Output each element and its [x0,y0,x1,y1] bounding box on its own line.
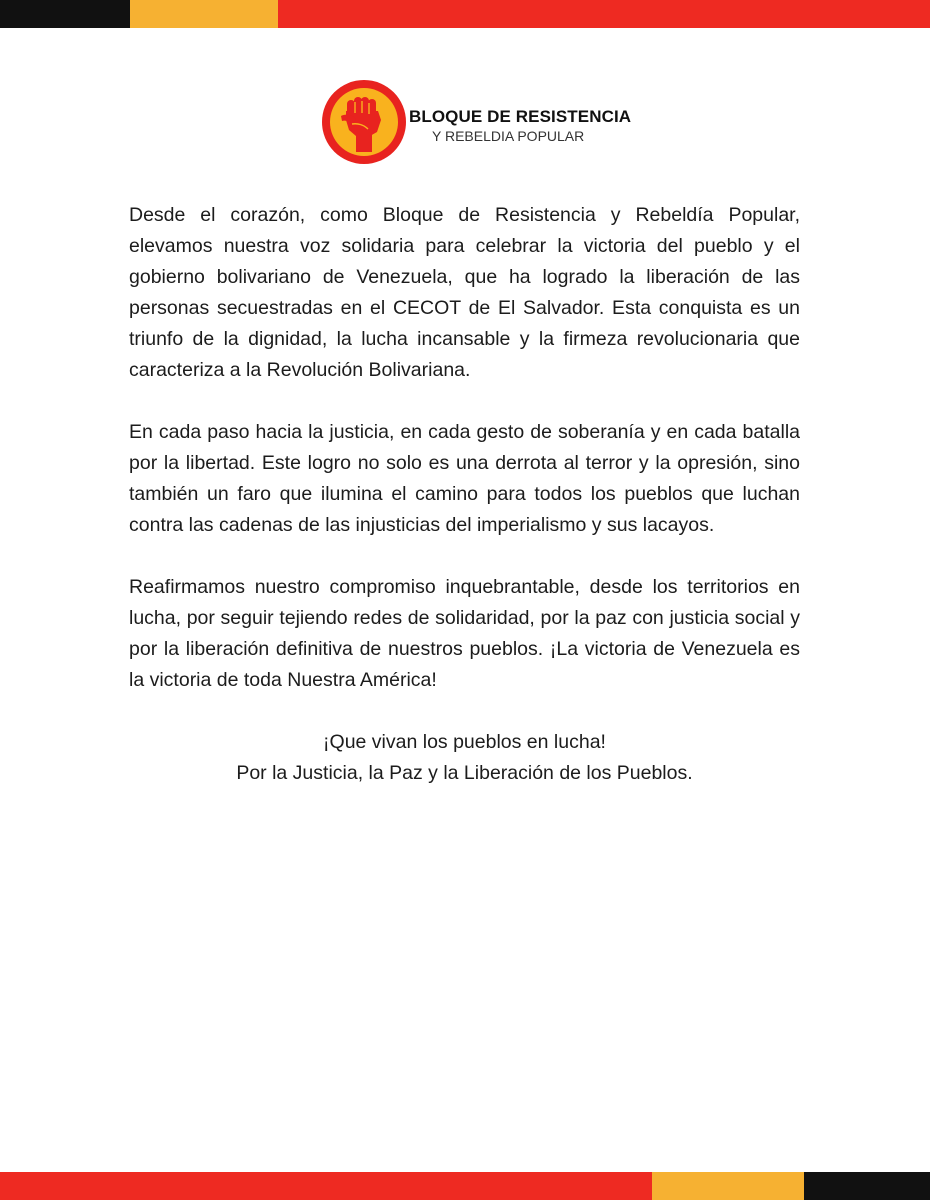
logo-subtitle: Y REBELDIA POPULAR [432,128,585,144]
closing-slogans [129,727,800,789]
bottom-bar-black-segment [804,1172,930,1200]
closing-line-1: ¡Que vivan los pueblos en lucha! [323,731,606,753]
statement-body [129,200,800,789]
statement-paragraph-3: Reafirmamos nuestro compromiso inquebrantable, desde los territorios en lucha, por seguir tejiendo redes de solidaridad, por la paz con justicia social y por la liberación definitiva de nuestros pueblos. ¡La victoria de Venezuela es la victoria de toda Nuestra América! [129,576,800,691]
top-bar-red-segment [278,0,930,28]
statement-paragraph-1: Desde el corazón, como Bloque de Resistencia y Rebeldía Popular, elevamos nuestra voz solidaria para celebrar la victoria del pueblo y el gobierno bolivariano de Venezuela, que ha logrado la liberación de las personas secuestradas en el CECOT de El Salvador. Esta conquista es un triunfo de la dignidad, la lucha incansable y la firmeza revolucionaria que caracteriza a la Revolución Bolivariana. [129,204,800,381]
top-bar-black-segment [0,0,130,28]
bottom-color-bar [0,1172,930,1200]
organization-logo [322,80,632,164]
bottom-bar-red-segment [0,1172,652,1200]
logo-title: BLOQUE DE RESISTENCIA [409,107,632,126]
top-color-bar [0,0,930,28]
top-bar-yellow-segment [130,0,278,28]
statement-paragraph-2: En cada paso hacia la justicia, en cada gesto de soberanía y en cada batalla por la libertad. Este logro no solo es una derrota al terror y la opresión, sino también un faro que ilumina el camino para todos los pueblos que luchan contra las cadenas de las injusticias del imperialismo y sus lacayos. [129,421,800,536]
raised-fist-icon [322,80,406,164]
bottom-bar-yellow-segment [652,1172,804,1200]
closing-line-2: Por la Justicia, la Paz y la Liberación de los Pueblos. [236,762,693,784]
